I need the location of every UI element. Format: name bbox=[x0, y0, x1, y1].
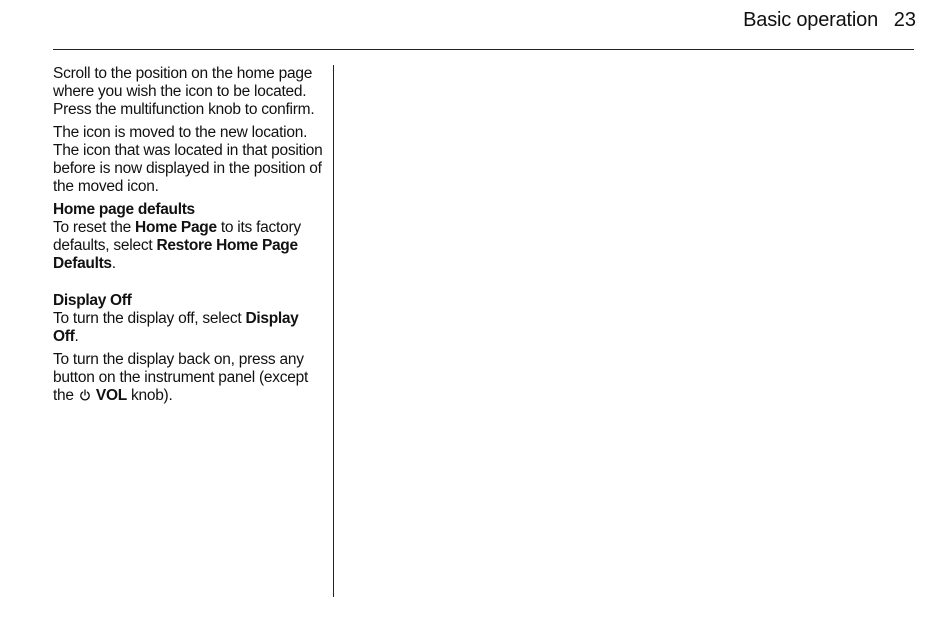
display-off-term: Display Off bbox=[53, 310, 299, 345]
heading-display-off: Display Off bbox=[53, 292, 132, 309]
heading-home-page-defaults: Home page defaults bbox=[53, 201, 195, 218]
column-divider bbox=[333, 65, 334, 597]
header-rule bbox=[53, 49, 914, 50]
display-off-text-b: . bbox=[74, 328, 79, 345]
turn-on-text-a: To turn the display back on, press any button on the instrument panel (except the bbox=[53, 351, 309, 404]
power-icon bbox=[79, 389, 91, 401]
display-off-text-a: To turn the display off, select bbox=[53, 310, 246, 327]
section-title: Basic operation bbox=[743, 9, 878, 31]
paragraph-turn-on bbox=[53, 351, 323, 405]
home-defaults-text-c: . bbox=[111, 255, 116, 272]
home-page-term: Home Page bbox=[135, 219, 217, 236]
left-column bbox=[53, 65, 323, 410]
home-defaults-text-a: To reset the bbox=[53, 219, 136, 236]
paragraph-home-defaults bbox=[53, 219, 323, 273]
restore-home-page-defaults-term: Restore Home Page Defaults bbox=[53, 237, 298, 272]
paragraph-display-off bbox=[53, 310, 323, 346]
paragraph-icon-moved: The icon is moved to the new location. The icon that was located in that position before is now displayed in the position of the moved icon. bbox=[53, 124, 323, 195]
paragraph-scroll: Scroll to the position on the home page where you wish the icon to be located. Press the multifunction knob to confirm. bbox=[53, 65, 315, 118]
section-gap bbox=[53, 278, 323, 292]
home-defaults-text-b: to its factory defaults, select bbox=[53, 219, 301, 254]
turn-on-text-b: knob). bbox=[126, 387, 173, 404]
vol-term: VOL bbox=[95, 387, 127, 404]
page-number: 23 bbox=[893, 9, 916, 31]
